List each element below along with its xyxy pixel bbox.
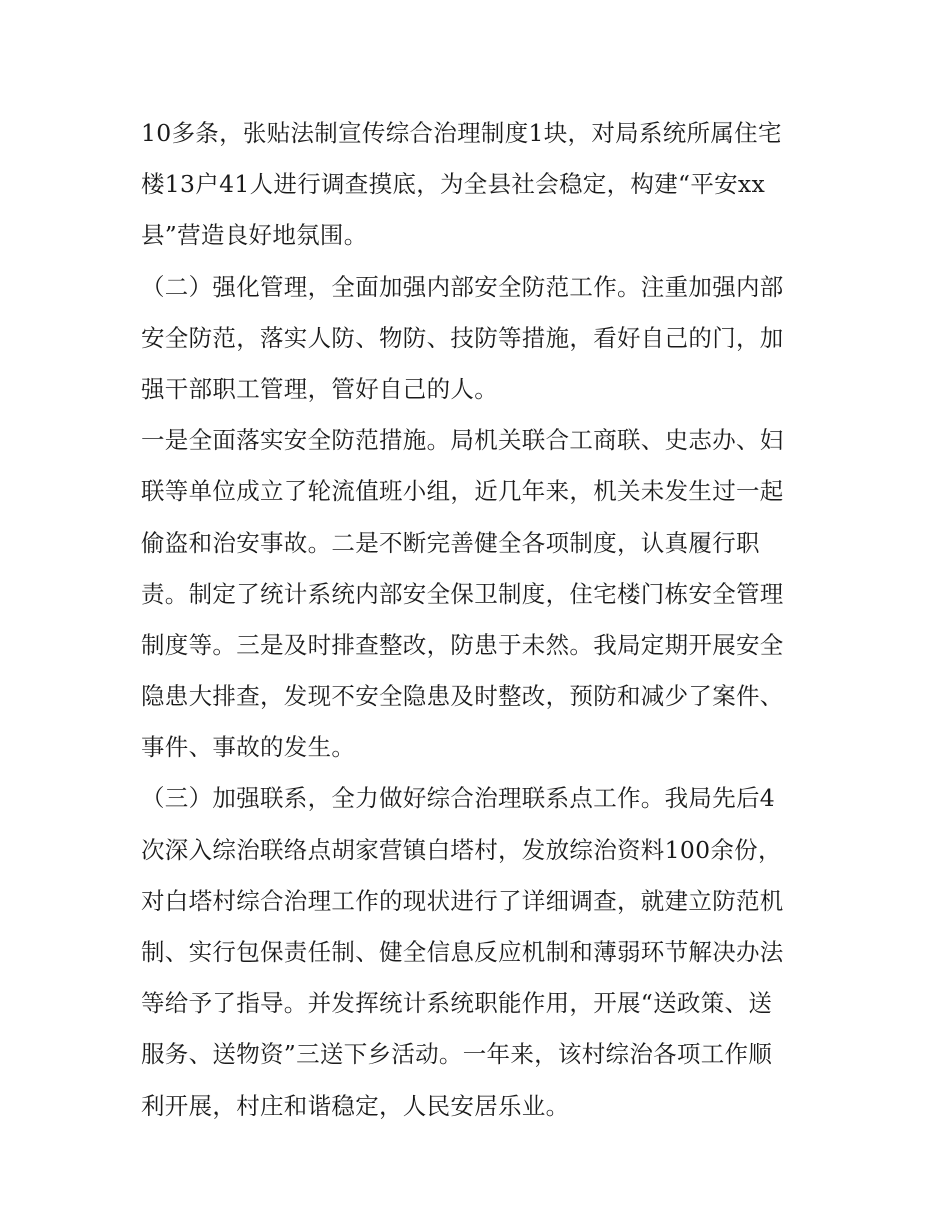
section-heading-line: （二）强化管理，全面加强内部安全防范工作。注重加强内部	[141, 272, 784, 301]
text-line: 事件、事故的发生。	[141, 733, 356, 762]
text-line: 服务、送物资”三送下乡活动。一年来，该村综治各项工作顺	[141, 1040, 773, 1069]
text-line: 利开展，村庄和谐稳定，人民安居乐业。	[141, 1091, 570, 1120]
text-line: 次深入综治联络点胡家营镇白塔村，发放综治资料100余份，	[141, 835, 782, 864]
text-line: 安全防范，落实人防、物防、技防等措施，看好自己的门，加	[141, 323, 784, 352]
text-line: 联等单位成立了轮流值班小组，近几年来，机关未发生过一起	[141, 477, 784, 506]
text-line: 制、实行包保责任制、健全信息反应机制和薄弱环节解决办法	[141, 938, 784, 966]
document-body	[141, 108, 821, 1132]
text-line: 制度等。三是及时排查整改，防患于未然。我局定期开展安全	[141, 630, 784, 659]
section-heading-line: （三）加强联系，全力做好综合治理联系点工作。我局先后4	[141, 784, 776, 813]
text-line: 偷盗和治安事故。二是不断完善健全各项制度，认真履行职	[141, 528, 760, 557]
text-line: 隐患大排查，发现不安全隐患及时整改，预防和减少了案件、	[141, 682, 784, 711]
text-line: 对白塔村综合治理工作的现状进行了详细调查，就建立防范机	[141, 886, 784, 915]
text-line: 一是全面落实安全防范措施。局机关联合工商联、史志办、妇	[141, 426, 784, 455]
text-line: 等给予了指导。并发挥统计系统职能作用，开展“送政策、送	[141, 989, 773, 1018]
text-line: 县”营造良好地氛围。	[141, 221, 368, 250]
text-line: 楼13户41人进行调查摸底，为全县社会稳定，构建“平安xx	[141, 170, 766, 199]
text-line: 责。制定了统计系统内部安全保卫制度，住宅楼门栋安全管理	[141, 579, 784, 608]
text-line: 10多条，张贴法制宣传综合治理制度1块，对局系统所属住宅	[141, 119, 782, 147]
text-line: 强干部职工管理，管好自己的人。	[141, 374, 498, 403]
